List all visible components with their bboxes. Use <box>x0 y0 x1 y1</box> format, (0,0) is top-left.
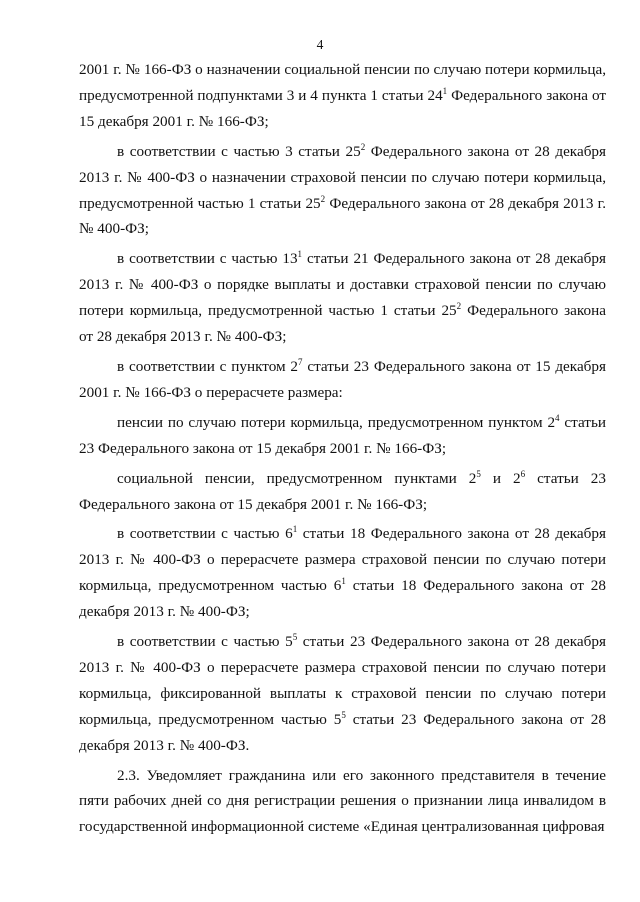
superscript: 5 <box>476 468 481 479</box>
superscript: 5 <box>292 632 298 643</box>
superscript: 2 <box>320 193 326 204</box>
paragraph: 2.3. Уведомляет гражданина или его законного представителя в течение пяти рабочих дней со дня регистрации решения о признании лица инвалидом в государственной информационной системе «Единая централизованная цифровая <box>79 766 606 836</box>
superscript: 4 <box>555 412 560 423</box>
paragraph: в соответствии с частью 3 статьи $25^2$ Федерального закона от 28 декабря 2013 г. № 400-ФЗ о назначении страховой пенсии по случаю потери кормильца, предусмотренной частью 1 статьи $25^2$ Федерального закона от 28 декабря 2013 г. № 400-ФЗ; <box>79 141 607 238</box>
superscript: 1 <box>292 524 298 535</box>
superscript: 7 <box>298 356 303 367</box>
page-number: 4 <box>316 37 324 52</box>
superscript: 2 <box>456 301 462 312</box>
superscript: 2 <box>360 141 366 152</box>
superscript: 5 <box>341 709 346 720</box>
paragraph: в соответствии с частью $13^1$ статьи 21 Федерального закона от 28 декабря 2013 г. № 400-ФЗ о порядке выплаты и доставки страховой пенсии по случаю потери кормильца, предусмотренной частью 1 статьи $25^2$ Федерального закона от 28 декабря 2013 г. № 400-ФЗ; <box>79 249 606 346</box>
paragraph: в соответствии с частью $5^5$ статьи 23 Федерального закона от 28 декабря 2013 г. № 400-ФЗ о перерасчете размера страховой пенсии по случаю потери кормильца, фиксированной выплаты к страховой пенсии по случаю потери кормильца, предусмотренном частью $5^5$ статьи 23 Федерального закона от 28 декабря 2013 г. № 400-ФЗ. <box>79 632 606 754</box>
document-body <box>79 57 606 840</box>
superscript: 1 <box>297 249 303 260</box>
paragraph: в соответствии с пунктом $2^7$ статьи 23 Федерального закона от 15 декабря 2001 г. № 166-ФЗ о перерасчете размера: <box>79 356 606 401</box>
paragraph: 2001 г. № 166-ФЗ о назначении социальной пенсии по случаю потери кормильца, предусмотренной подпунктами 3 и 4 пункта 1 статьи $24^1$ Федерального закона от 15 декабря 2001 г. № 166-ФЗ; <box>79 61 606 130</box>
paragraph: в соответствии с частью $6^1$ статьи 18 Федерального закона от 28 декабря 2013 г. № 400-ФЗ о перерасчете размера страховой пенсии по случаю потери кормильца, предусмотренном частью $6^1$ статьи 18 Федерального закона от 28 декабря 2013 г. № 400-ФЗ; <box>79 524 606 621</box>
superscript: 1 <box>442 85 448 96</box>
paragraph: пенсии по случаю потери кормильца, предусмотренном пунктом $2^4$ статьи 23 Федерального закона от 15 декабря 2001 г. № 166-ФЗ; <box>79 412 607 457</box>
paragraph: социальной пенсии, предусмотренном пунктами $2^5$ и $2^6$ статьи 23 Федерального закона от 15 декабря 2001 г. № 166-ФЗ; <box>79 468 606 513</box>
superscript: 6 <box>520 468 526 479</box>
superscript: 1 <box>341 576 346 587</box>
